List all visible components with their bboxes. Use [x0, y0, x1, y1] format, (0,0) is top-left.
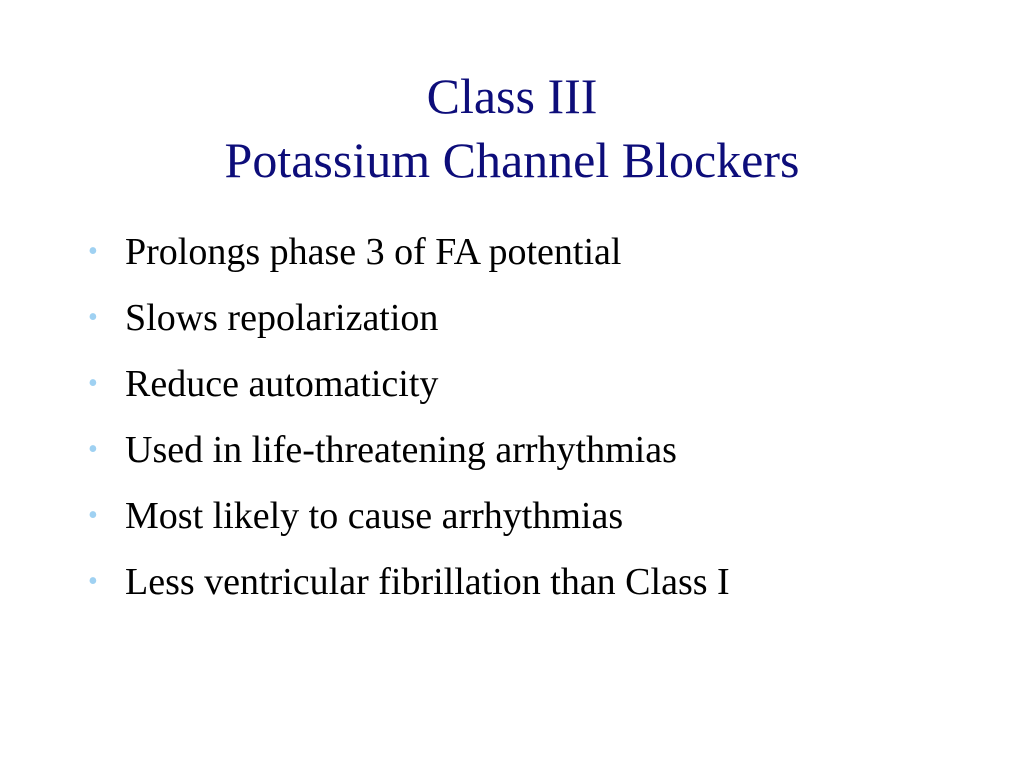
bullet-item: [88, 494, 730, 560]
bullet-icon: •: [88, 368, 98, 399]
bullet-icon: •: [88, 302, 98, 333]
bullet-item: [88, 296, 730, 362]
bullet-text: Slows repolarization: [125, 297, 439, 339]
bullet-icon: •: [88, 236, 98, 267]
bullet-icon: •: [88, 434, 98, 465]
bullet-text: Reduce automaticity: [125, 363, 439, 405]
bullet-list: [88, 230, 730, 626]
bullet-text: Most likely to cause arrhythmias: [125, 495, 624, 537]
bullet-icon: •: [88, 566, 98, 597]
bullet-icon: •: [88, 500, 98, 531]
slide-title-line-1: Class III: [426, 68, 598, 124]
bullet-item: [88, 428, 730, 494]
bullet-item: [88, 560, 730, 626]
bullet-item: [88, 230, 730, 296]
bullet-text: Prolongs phase 3 of FA potential: [125, 231, 622, 273]
slide-title: [0, 64, 1024, 192]
bullet-item: [88, 362, 730, 428]
bullet-text: Used in life-threatening arrhythmias: [125, 429, 677, 471]
bullet-text: Less ventricular fibrillation than Class I: [125, 561, 730, 603]
slide-title-line-2: Potassium Channel Blockers: [224, 132, 800, 188]
